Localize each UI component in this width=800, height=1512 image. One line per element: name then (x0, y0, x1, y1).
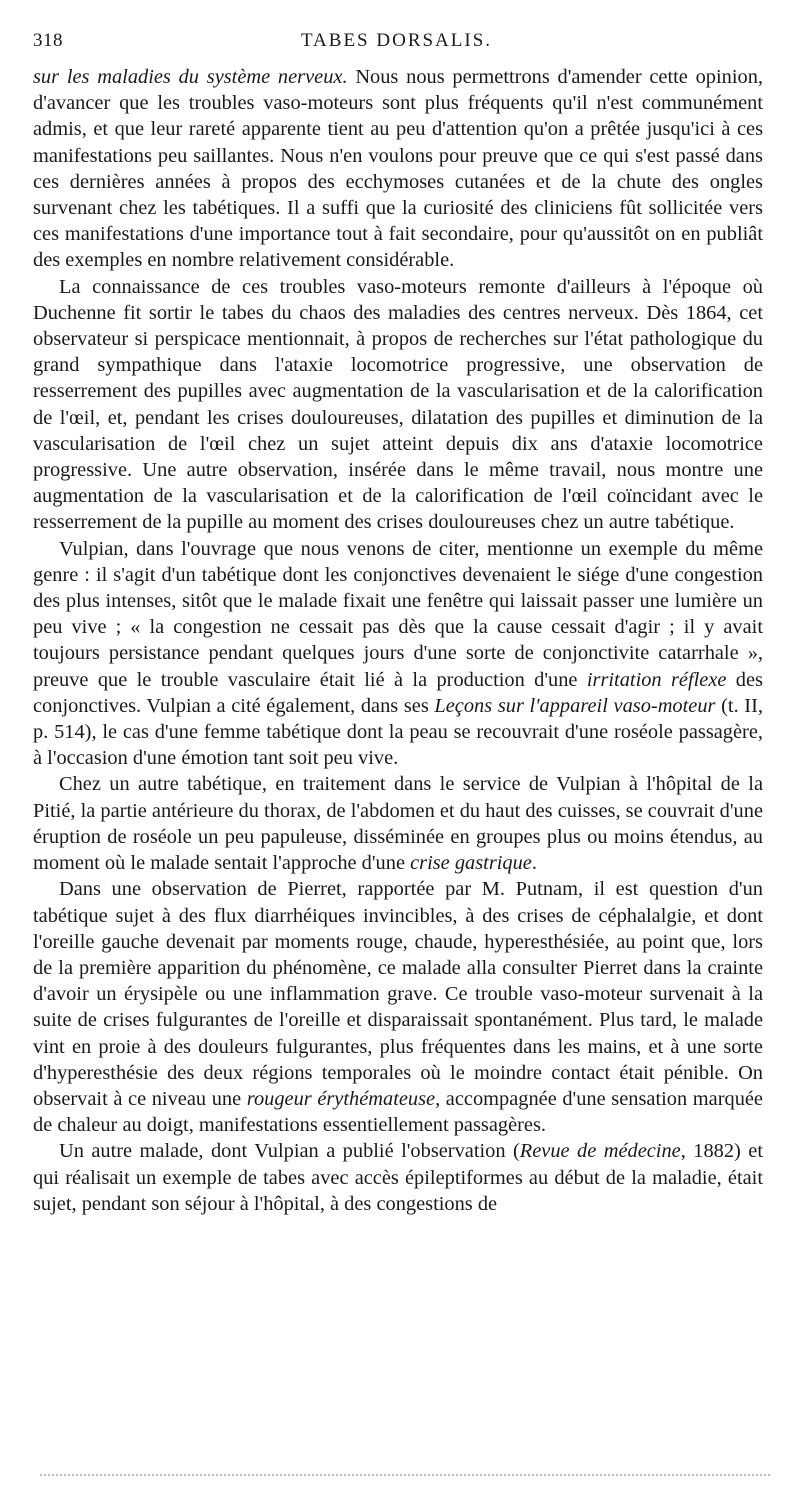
body-text (33, 64, 763, 1217)
paragraph (33, 876, 763, 1138)
italic-text: irritation réflexe (586, 668, 727, 691)
text-run: Vulpian, dans l'ouvrage que nous venons de citer, mentionne un exemple du même genre : il s'agit d'un tabétique dont les conjonctives devenaient le siége d'une congestion des plus intenses, sitôt que le malade fixait une fenêtre qui laissait passer une lumière un peu vive ; « la congestion ne cessait pas dès que la cause cessait d'agir ; il y avait toujours persistance pendant quelques jours d'une sorte de conjonctivite catarrhale », preuve que le trouble vasculaire était lié à la production d'une (33, 537, 763, 691)
italic-text: Leçons sur l'appareil vaso-moteur (434, 694, 716, 717)
italic-text: sur les maladies du système nerveux. (33, 66, 348, 88)
italic-text: Revue de médecine (519, 1140, 681, 1163)
text-run: (t. II, p. 514), le cas d'une femme tabétique dont la peau se recouvrait d'une roséole passagère, à l'occasion d'une émotion tant soit peu vive. (33, 694, 763, 770)
paragraph (33, 536, 763, 772)
paragraph (33, 1138, 763, 1217)
page-number: 318 (33, 30, 63, 51)
footer-rule (40, 1474, 770, 1476)
paragraph (33, 771, 763, 876)
paragraph (33, 274, 763, 536)
paragraph (33, 64, 763, 274)
text-run: , 1882) et qui réalisait un exemple de tabes avec accès épileptiformes au début de la maladie, était sujet, pendant son séjour à l'hôpital, à des congestions de (33, 1140, 763, 1215)
text-run: . (531, 852, 537, 875)
running-title: TABES DORSALIS. (300, 30, 493, 51)
text-run: des conjonctives. Vulpian a cité également, dans ses (33, 668, 763, 717)
text-run: , accompagnée d'une sensation marquée de chaleur au doigt, manifestations essentiellement passagères. (33, 1087, 763, 1137)
text-run: Nous nous permettrons d'amender cette opinion, d'avancer que les troubles vaso-moteurs sont plus fréquents qu'il n'est communément admis, et que leur rareté apparente tient au peu d'attention qu'on a prêtée jusqu'ici à ces manifestations peu saillantes. Nous n'en voulons pour preuve que ce qui s'est passé dans ces dernières années à propos des ecchymoses cutanées et de la chute des ongles survenant chez les tabétiques. Il a suffi que la curiosité des cliniciens fût sollicitée vers ces manifestations d'une importance tout à fait secondaire, pour qu'aussitôt on en publiât des exemples en nombre relativement considérable. (33, 66, 764, 272)
text-run: La connaissance de ces troubles vaso-moteurs remonte d'ailleurs à l'époque où Duchenne fit sortir le tabes du chaos des maladies des centres nerveux. Dès 1864, cet observateur si perspicace mentionnait, à propos de recherches sur l'état pathologique du grand sympathique dans l'ataxie locomotrice progressive, une observation de resserrement des pupilles avec augmentation de la vascularisation et de la calorification de l'œil, et, pendant les crises douloureuses, dilatation des pupilles et diminution de la vascularisation de l'œil chez un sujet atteint depuis dix ans d'ataxie locomotrice progressive. Une autre observation, insérée dans le même travail, nous montre une augmentation de la vascularisation et de la calorification de l'œil coïncidant avec le resserrement de la pupille au moment des crises douloureuses chez un autre tabétique. (33, 275, 763, 534)
text-run: Dans une observation de Pierret, rapportée par M. Putnam, il est question d'un tabétique sujet à des flux diarrhéiques invincibles, à des crises de céphalalgie, et dont l'oreille gauche devenait par moments rouge, chaude, hyperesthésiée, au point que, lors de la première apparition du phénomène, ce malade alla consulter Pierret dans la crainte d'avoir un érysipèle ou une inflammation grave. Ce trouble vaso-moteur survenait à la suite de crises fulgurantes de l'oreille et disparaissait spontanément. Plus tard, le malade vint en proie à des douleurs fulgurantes, plus fréquentes dans les mains, et à une sorte d'hyperesthésie des deux régions temporales où le moindre contact était pénible. On observait à ce niveau une (33, 878, 763, 1110)
italic-text: crise gastrique (410, 852, 532, 875)
running-head (33, 30, 760, 56)
text-run: Un autre malade, dont Vulpian a publié l'observation ( (59, 1140, 520, 1163)
italic-text: rougeur érythémateuse (246, 1087, 436, 1110)
text-run: Chez un autre tabétique, en traitement dans le service de Vulpian à l'hôpital de la Pitié, la partie antérieure du thorax, de l'abdomen et du haut des cuisses, se couvrait d'une éruption de roséole un peu papuleuse, disséminée en groupes plus ou moins étendus, au moment où le malade sentait l'approche d'une (33, 773, 763, 875)
